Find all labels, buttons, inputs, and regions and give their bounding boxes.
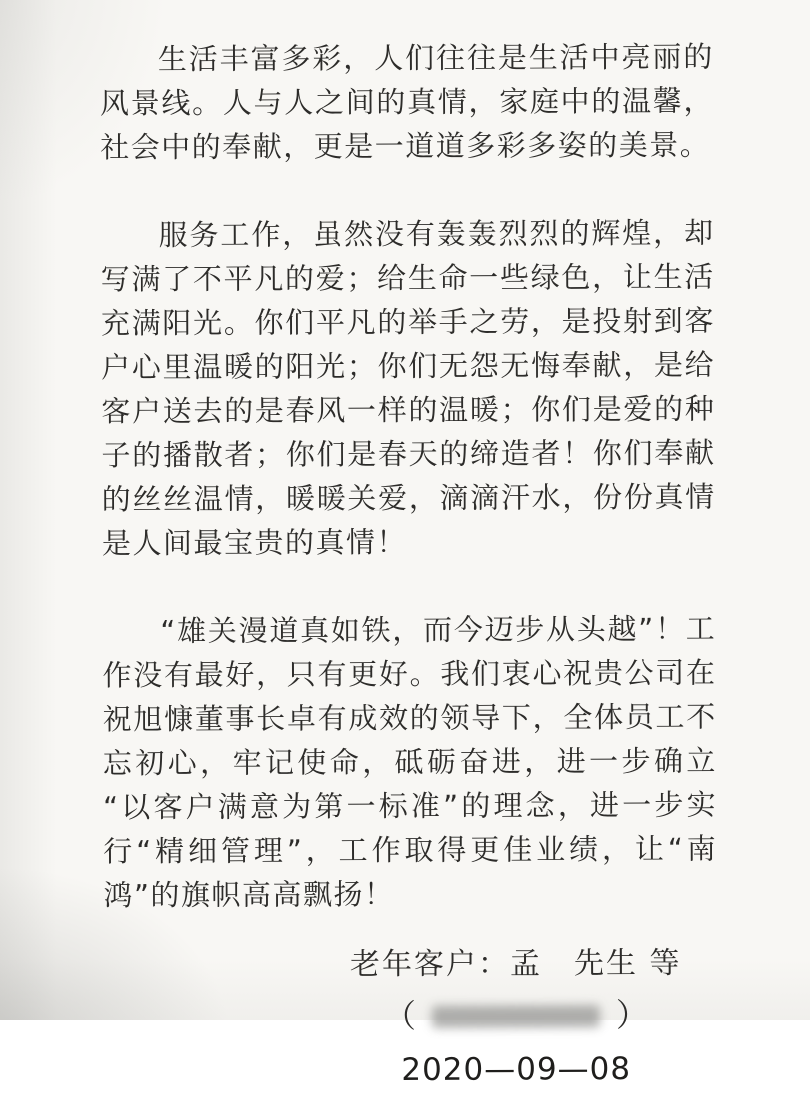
redacted-phone-number [432, 1005, 600, 1028]
letter-body [100, 35, 719, 1095]
letter-paragraph-1: 生活丰富多彩，人们往往是生活中亮丽的风景线。人与人之间的真情，家庭中的温馨，社会中的奉献，更是一道道多彩多姿的美景。 [99, 39, 715, 165]
signature-block [320, 941, 713, 1095]
signature-phone-line [320, 991, 712, 1041]
phone-close-paren: ） [615, 995, 649, 1035]
letter-paragraph-2: 服务工作，虽然没有轰轰烈烈的辉煌，却写满了不平凡的爱；给生命一些绿色，让生活充满阳光。你们平凡的举手之劳，是投射到客户心里温暖的阳光；你们无怨无悔奉献，是给客户送去的是春风一样的温暖；你们是爱的种子的播散者；你们是春天的缔造者！你们奉献的丝丝温情，暖暖关爱，滴滴汗水，份份真情是人间最宝贵的真情！ [100, 215, 716, 561]
letter-paragraph-3: “雄关漫道真如铁，而今迈步从头越”！工作没有最好，只有更好。我们衷心祝贵公司在祝旭慷董事长卓有成效的领导下，全体员工不忘初心，牢记使命，砥砺奋进，进一步确立 “以客户满意为第一标准”的理念，进一步实行“精细管理”，工作取得更佳业绩，让“南鸿”的旗帜高高飘扬！ [102, 611, 718, 913]
signature-date: 2020—09—08 [401, 1051, 632, 1089]
signature-signer-line: 老年客户：孟 先生 等 [349, 945, 682, 983]
phone-open-paren: （ [383, 996, 417, 1036]
